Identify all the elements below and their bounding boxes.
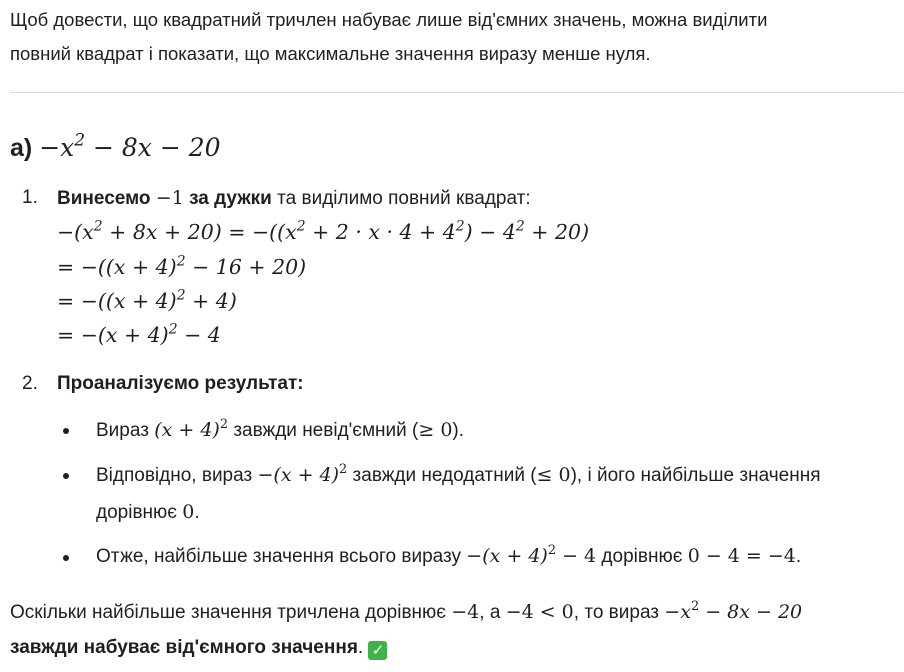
bullet-3: Отже, найбільше значення всього виразу $-(x + 4)^2 - 4$ дорівнює 0 − 4 = −4. xyxy=(96,543,802,567)
step-2-title: Проаналізуємо результат: xyxy=(57,373,304,394)
conclusion-line-2: завжди набуває від'ємного значення. ✓ xyxy=(10,637,387,660)
bullet-dot xyxy=(63,428,69,434)
conclusion-line-1: Оскільки найбільше значення тричлена дорівнює −4, а −4 < 0, то вираз $-x^2 - 8x - 20$ xyxy=(10,599,803,623)
check-mark-icon: ✓ xyxy=(368,641,387,660)
equation-line-1: $-(x^2 + 8x + 20) = -((x^2 + 2 \cdot x \cdot 4 + 4^2) - 4^2 + 20)$ xyxy=(57,218,590,244)
part-a-expression: $-x^2 - 8x - 20$ xyxy=(39,130,221,162)
step-1-title: Винесемо −1 за дужки та виділимо повний квадрат: xyxy=(57,187,531,209)
step-1-number: 1. xyxy=(22,187,38,208)
section-divider xyxy=(10,92,903,93)
equation-line-4: = $-(x + 4)^2 - 4$ xyxy=(57,321,221,347)
equation-line-2: = $-((x + 4)^2 - 16 + 20)$ xyxy=(57,253,307,279)
bullet-2-line-2: дорівнює 0. xyxy=(96,501,200,523)
bullet-1: Вираз $(x + 4)^2$ завжди невід'ємний (≥ 0). xyxy=(96,417,465,441)
part-a-heading xyxy=(10,130,221,163)
bullet-2-line-1: Відповідно, вираз $-(x + 4)^2$ завжди недодатний (≤ 0), і його найбільше значення xyxy=(96,462,821,486)
bullet-dot xyxy=(63,555,69,561)
equation-line-3: = $-((x + 4)^2 + 4)$ xyxy=(57,287,237,313)
step-2-number: 2. xyxy=(22,373,38,394)
part-a-label: а) xyxy=(10,134,33,162)
intro-line-2: повний квадрат і показати, що максимальне значення виразу менше нуля. xyxy=(10,43,651,64)
intro-line-1: Щоб довести, що квадратний тричлен набуває лише від'ємних значень, можна виділити xyxy=(10,9,768,30)
bullet-dot xyxy=(63,473,69,479)
